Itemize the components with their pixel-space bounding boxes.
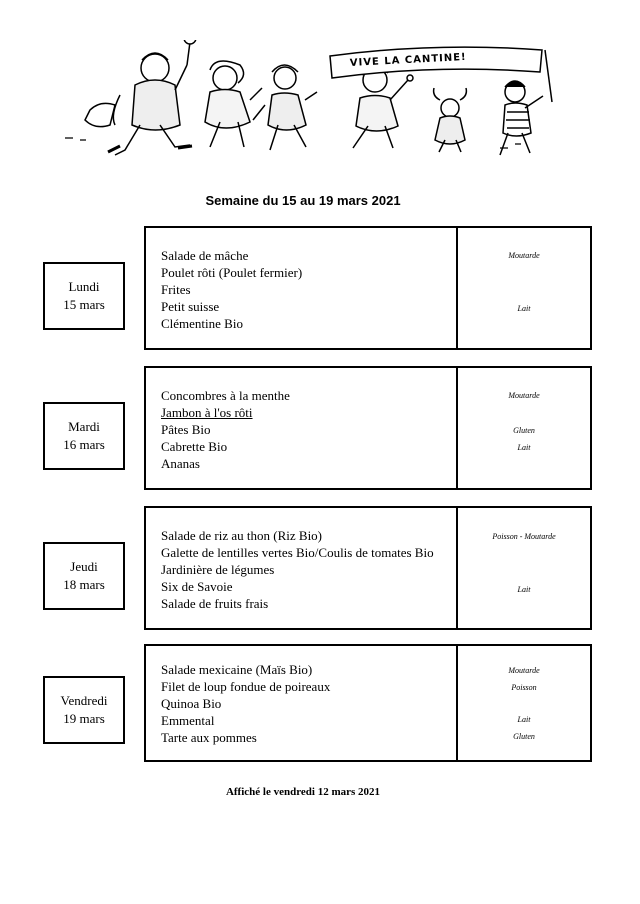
dish: Petit suisse (161, 299, 220, 314)
children-running-illustration-icon (60, 40, 580, 170)
day-block-vendredi (0, 644, 640, 768)
day-name: Vendredi (60, 693, 108, 708)
day-date: 18 mars (63, 577, 105, 592)
day-label-box (43, 542, 125, 610)
column-divider (456, 228, 458, 348)
day-label-box (43, 262, 125, 330)
allergen: Lait (517, 443, 531, 452)
allergen: Gluten (513, 426, 535, 435)
dish: Salade de riz au thon (Riz Bio) (161, 528, 323, 543)
dish: Clémentine Bio (161, 316, 243, 331)
banner-text: VIVE LA CANTINE! (349, 51, 467, 69)
dish: Frites (161, 282, 191, 297)
allergen: Lait (517, 585, 531, 594)
day-name: Jeudi (70, 559, 98, 574)
day-date: 16 mars (63, 437, 105, 452)
dish: Tarte aux pommes (161, 730, 257, 745)
allergen: Poisson - Moutarde (492, 532, 556, 541)
week-title: Semaine du 15 au 19 mars 2021 (205, 193, 401, 208)
dish: Filet de loup fondue de poireaux (161, 679, 331, 694)
dish: Galette de lentilles vertes Bio/Coulis de tomates Bio (161, 545, 434, 560)
allergen: Poisson (511, 683, 537, 692)
day-block-jeudi (0, 506, 640, 630)
day-label-box (43, 402, 125, 470)
dish: Cabrette Bio (161, 439, 228, 454)
dish: Poulet rôti (Poulet fermier) (161, 265, 303, 280)
allergen: Gluten (513, 732, 535, 741)
allergen: Moutarde (508, 391, 540, 400)
menu-box (144, 644, 592, 762)
day-date: 19 mars (63, 711, 105, 726)
day-label-box (43, 676, 125, 744)
dish: Salade de mâche (161, 248, 249, 263)
day-name: Lundi (68, 279, 100, 294)
dish: Pâtes Bio (161, 422, 211, 437)
day-block-mardi (0, 366, 640, 490)
posted-date: Affiché le vendredi 12 mars 2021 (225, 786, 381, 798)
dish: Ananas (161, 456, 200, 471)
day-name: Mardi (68, 419, 100, 434)
column-divider (456, 508, 458, 628)
day-date: 15 mars (63, 297, 105, 312)
dish: Salade de fruits frais (161, 596, 269, 611)
day-block-lundi (0, 226, 640, 350)
dish: Emmental (161, 713, 215, 728)
column-divider (456, 646, 458, 760)
dish: Jardinière de légumes (161, 562, 275, 577)
menu-box (144, 366, 592, 490)
dish: Six de Savoie (161, 579, 233, 594)
dish: Jambon à l'os rôti (161, 405, 253, 420)
menu-box (144, 506, 592, 630)
dish: Salade mexicaine (Maïs Bio) (161, 662, 313, 677)
dish: Concombres à la menthe (161, 388, 290, 403)
dish: Quinoa Bio (161, 696, 222, 711)
allergen: Lait (517, 304, 531, 313)
banner (60, 40, 580, 170)
allergen: Lait (517, 715, 531, 724)
menu-box (144, 226, 592, 350)
allergen: Moutarde (508, 666, 540, 675)
allergen: Moutarde (508, 251, 540, 260)
